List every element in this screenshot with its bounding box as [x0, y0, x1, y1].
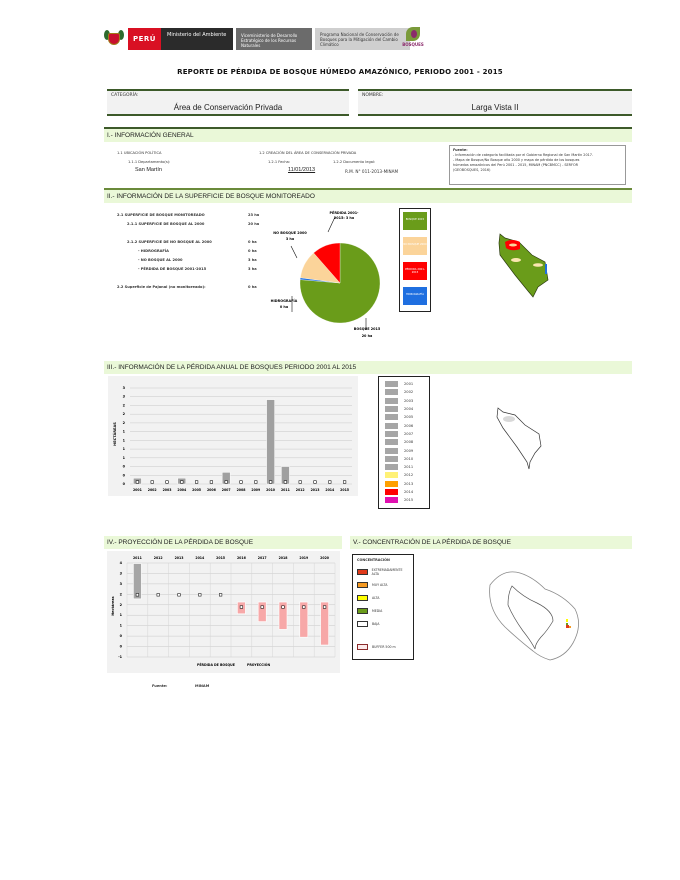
- annual-legend-swatch: [385, 448, 398, 454]
- section-3-header: [104, 361, 632, 374]
- bosque-2000-label: 2.1.1 SUPERFICIE DE BOSQUE AL 2000: [127, 222, 205, 226]
- annual-marker-2007: [225, 481, 228, 484]
- departamento-label: 1.1.1 Departamento(s):: [128, 160, 171, 164]
- projection-marker-2015: [219, 594, 222, 597]
- category-label: CATEGORÍA:: [111, 93, 139, 98]
- annual-x-tick: 2004: [177, 488, 187, 492]
- hidrografia-label: - HIDROGRAFÍA: [138, 249, 169, 253]
- projection-y-tick: 1: [119, 613, 122, 618]
- map-annual-loss-area: [503, 416, 515, 422]
- pajonal-value: 0 ha: [248, 285, 257, 289]
- annual-marker-2008: [240, 481, 243, 484]
- forest-cover-map: [490, 225, 570, 305]
- projection-y-tick: 2: [119, 592, 122, 597]
- legend-item: [357, 578, 409, 591]
- annual-marker-2002: [151, 481, 154, 484]
- map-water-area: [545, 264, 547, 274]
- annual-legend-year: 2001: [404, 382, 414, 387]
- pie-label-perdida: PÉRDIDA 2001-: [329, 211, 359, 215]
- annual-legend-swatch: [385, 423, 398, 429]
- fuente-title: Fuente:: [453, 148, 468, 152]
- annual-legend-year: 2007: [404, 431, 414, 436]
- annual-legend-year: 2012: [404, 473, 414, 478]
- annual-legend-item: [385, 488, 423, 496]
- report-title: REPORTE DE PÉRDIDA DE BOSQUE HÚMEDO AMAZÓNICO, PERIODO 2001 - 2015: [177, 68, 503, 76]
- legend-label: MUY ALTA: [372, 582, 388, 587]
- annual-legend-item: [385, 380, 423, 388]
- projection-footnote-value: MINAM: [195, 684, 210, 688]
- pie-label-bosque: BOSQUE 2015: [353, 327, 381, 331]
- section-2-title: II.- INFORMACIÓN DE LA SUPERFICIE DE BOSQUE MONITOREADO: [104, 190, 632, 203]
- annual-legend-year: 2013: [404, 481, 414, 486]
- legend-label: ALTA: [372, 595, 380, 600]
- annual-legend-swatch: [385, 414, 398, 420]
- annual-marker-2012: [299, 481, 302, 484]
- no-bosque-2000-label: 2.1.2 SUPERFICIE DE NO BOSQUE AL 2000: [127, 240, 212, 244]
- annual-y-tick: 0: [122, 473, 125, 478]
- annual-loss-bar-chart: [108, 376, 358, 496]
- section-1-title: I.- INFORMACIÓN GENERAL: [104, 129, 632, 142]
- projection-x-tick: 2018: [278, 556, 288, 560]
- projection-marker-2019: [303, 606, 306, 609]
- fuente-line: (GEOBOSQUES, 2016): [453, 168, 491, 172]
- annual-x-tick: 2012: [295, 488, 305, 492]
- annual-y-tick: 2: [122, 403, 125, 408]
- projection-bar-chart: [107, 551, 340, 673]
- annual-legend-item: [385, 405, 423, 413]
- section-5-title: V.- CONCENTRACIÓN DE LA PÉRDIDA DE BOSQUE: [350, 536, 632, 549]
- annual-legend-swatch: [385, 439, 398, 445]
- annual-legend-swatch: [385, 398, 398, 404]
- projection-marker-2013: [178, 594, 181, 597]
- fuente-line: húmedos amazónicos del Perú 2001 - 2015, MINAM (PNCBMCC) - SERFOR: [453, 163, 578, 167]
- annual-marker-2003: [166, 481, 169, 484]
- annual-x-tick: 2006: [206, 488, 216, 492]
- annual-bar-2010: [267, 400, 275, 484]
- annual-legend-item: [385, 388, 423, 396]
- legend-item: [357, 640, 409, 653]
- section-4-title: IV.- PROYECCIÓN DE LA PÉRDIDA DE BOSQUE: [104, 536, 342, 549]
- area-outline: [508, 586, 553, 649]
- concentration-alta: [566, 619, 568, 622]
- annual-x-tick: 2009: [251, 488, 261, 492]
- annual-legend-item: [385, 463, 423, 471]
- perdida-value: 3 ha: [248, 267, 257, 271]
- annual-legend-year: 2006: [404, 423, 414, 428]
- annual-legend-item: [385, 438, 423, 446]
- legend-item: [357, 591, 409, 604]
- projection-marker-2018: [282, 606, 285, 609]
- annual-legend-item: [385, 430, 423, 438]
- annual-x-tick: 2011: [280, 488, 290, 492]
- annual-legend-item: [385, 446, 423, 454]
- annual-legend-year: 2005: [404, 415, 414, 420]
- forest-surface-pie-chart: [260, 200, 400, 345]
- no-bosque-value: 3 ha: [248, 258, 257, 262]
- concentration-extrema: [566, 625, 569, 628]
- annual-x-tick: 2007: [221, 488, 231, 492]
- concentration-map: [475, 565, 595, 665]
- annual-legend-item: [385, 471, 423, 479]
- documento-label: 1.2.2 Documento legal:: [333, 160, 376, 164]
- projection-x-tick: 2012: [153, 556, 163, 560]
- legend-label: BUFFER 500 m: [372, 644, 396, 649]
- section-4-header: [104, 536, 342, 549]
- annual-x-tick: 2008: [236, 488, 246, 492]
- bosque-2000-value: 20 ha: [248, 222, 260, 226]
- pie-label-no-bosque: NO BOSQUE 2000: [273, 231, 307, 235]
- projection-marker-2016: [240, 606, 243, 609]
- legend-hidrografia-swatch: HIDROGRAFÍA: [403, 287, 427, 305]
- annual-legend-item: [385, 455, 423, 463]
- annual-marker-2011: [284, 481, 287, 484]
- section-1-header: [104, 127, 632, 142]
- legend-label: MEDIA: [372, 608, 383, 613]
- annual-legend-swatch: [385, 497, 398, 503]
- annual-legend-swatch: [385, 431, 398, 437]
- annual-marker-2009: [255, 481, 258, 484]
- peru-coat-of-arms-icon: [104, 29, 124, 49]
- projection-bar-proyeccion-2017: [258, 602, 266, 622]
- perdida-label: - PÉRDIDA DE BOSQUE 2001-2015: [138, 267, 207, 271]
- annual-legend-swatch: [385, 389, 398, 395]
- annual-loss-legend: [378, 376, 430, 509]
- annual-x-tick: 2002: [147, 488, 157, 492]
- annual-legend-year: 2014: [404, 490, 414, 494]
- projection-x-tick: 2017: [257, 556, 267, 560]
- annual-legend-swatch: [385, 406, 398, 412]
- annual-marker-2013: [314, 481, 317, 484]
- annual-x-tick: 2015: [340, 488, 350, 492]
- annual-legend-swatch: [385, 481, 398, 487]
- annual-x-tick: 2003: [162, 488, 172, 492]
- annual-y-tick: 0: [122, 464, 125, 469]
- header-logo-bar: [104, 28, 410, 50]
- projection-x-tick: 2020: [320, 556, 330, 560]
- annual-x-tick: 2001: [132, 488, 142, 492]
- projection-y-tick: 0: [119, 634, 122, 639]
- pie-label-hidrografia-value: 0 ha: [279, 305, 289, 309]
- annual-y-tick: 3: [122, 386, 125, 390]
- superficie-monitoreada-label: 2.1 SUPERFICIE DE BOSQUE MONITOREADO: [117, 213, 205, 217]
- projection-x-tick: 2014: [195, 556, 205, 560]
- projection-x-tick: 2013: [174, 556, 184, 560]
- legend-item: [357, 604, 409, 617]
- projection-marker-2012: [157, 594, 160, 597]
- annual-y-tick: 0: [122, 482, 125, 486]
- projection-y-tick: 0: [119, 644, 122, 649]
- annual-marker-2004: [181, 481, 184, 484]
- projection-y-label: Hectáreas: [111, 596, 115, 616]
- annual-y-tick: 1: [122, 447, 125, 452]
- concentration-muy-alta: [569, 626, 571, 628]
- projection-marker-2014: [199, 594, 202, 597]
- departamento-value: San Martín: [135, 167, 162, 173]
- category-value: Área de Conservación Privada: [173, 103, 283, 112]
- map-no-forest-area: [533, 263, 543, 267]
- annual-legend-item: [385, 421, 423, 429]
- pie-leader-no-bosque: [291, 246, 297, 258]
- annual-x-tick: 2014: [325, 488, 335, 492]
- projection-marker-2011: [136, 594, 139, 597]
- projection-y-tick: 2: [119, 602, 122, 607]
- annual-y-tick: 1: [122, 455, 125, 460]
- annual-legend-year: 2011: [404, 465, 414, 470]
- map-no-forest-area: [509, 244, 517, 247]
- projection-legend-proyeccion: PROYECCIÓN: [247, 663, 271, 667]
- annual-y-tick: 1: [122, 438, 125, 443]
- fuente-line: - Información de categoría facilitada por el Gobierno Regional de San Martín 2017.: [453, 153, 594, 157]
- legend-item: [357, 617, 409, 630]
- fuente-box: [449, 145, 626, 185]
- projection-x-tick: 2016: [236, 556, 246, 560]
- annual-legend-swatch: [385, 456, 398, 462]
- annual-x-tick: 2010: [266, 488, 276, 492]
- concentration-legend-title: CONCENTRACIÓN: [357, 558, 390, 562]
- pie-label-no-bosque-value: 3 ha: [285, 237, 295, 241]
- annual-marker-2005: [195, 481, 198, 484]
- annual-legend-year: 2004: [404, 407, 414, 412]
- projection-y-tick: 4: [119, 561, 122, 565]
- fecha-value: 11/01/2013: [288, 167, 316, 173]
- creacion-label: 1.2 CREACIÓN DEL ÁREA DE CONSERVACIÓN PRIVADA: [259, 151, 357, 155]
- program-label: Programa Nacional de Conservación de Bosques para la Mitigación del Cambio Climático: [315, 28, 410, 50]
- annual-marker-2010: [269, 481, 272, 484]
- annual-legend-swatch: [385, 464, 398, 470]
- legend-item: [357, 565, 409, 578]
- annual-legend-item: [385, 413, 423, 421]
- map-no-forest-area: [511, 258, 521, 262]
- projection-y-tick: 1: [119, 623, 122, 628]
- category-field: [107, 89, 349, 116]
- annual-y-label: HECTÁREAS: [113, 422, 117, 446]
- legend-perdida-swatch: PÉRDIDA 2001-2015: [403, 262, 427, 280]
- annual-y-tick: 3: [122, 394, 125, 399]
- annual-legend-swatch: [385, 489, 398, 495]
- annual-marker-2006: [210, 481, 213, 484]
- annual-legend-year: 2015: [404, 498, 414, 503]
- hidrografia-value: 0 ha: [248, 249, 257, 253]
- annual-y-tick: 2: [122, 420, 125, 425]
- legend-label: EXTREMADAMENTE ALTA: [371, 567, 403, 576]
- annual-marker-2015: [343, 481, 346, 484]
- bosques-leaf-icon: [406, 27, 420, 41]
- ubicacion-label: 1.1 UBICACIÓN POLÍTICA: [117, 151, 162, 155]
- legend-bosque-swatch: BOSQUE 2015: [403, 212, 427, 230]
- projection-footnote-label: Fuente:: [152, 684, 168, 688]
- peru-label: PERÚ: [128, 28, 161, 50]
- annual-legend-year: 2010: [404, 456, 414, 461]
- documento-value: R.M. N° 011-2013-MINAM: [345, 169, 399, 174]
- annual-marker-2001: [136, 481, 139, 484]
- name-label: NOMBRE:: [362, 93, 384, 98]
- fecha-label: 1.2.1 Fecha:: [268, 160, 291, 164]
- map-outline: [497, 408, 541, 469]
- annual-legend-year: 2008: [404, 440, 414, 445]
- projection-marker-2020: [323, 606, 326, 609]
- projection-y-tick: 3: [119, 571, 122, 576]
- annual-y-tick: 1: [122, 429, 125, 434]
- projection-marker-2017: [261, 606, 264, 609]
- annual-loss-map: [495, 400, 565, 490]
- projection-legend-perdida: PÉRDIDA DE BOSQUE: [197, 663, 235, 667]
- annual-legend-item: [385, 496, 423, 504]
- projection-x-tick: 2015: [216, 556, 226, 560]
- annual-legend-year: 2002: [404, 390, 414, 395]
- ministry-label: Ministerio del Ambiente: [161, 28, 233, 50]
- pie-label-hidrografia: HIDROGRAFÍA: [270, 299, 298, 303]
- annual-legend-item: [385, 397, 423, 405]
- annual-marker-2014: [329, 481, 332, 484]
- annual-legend-year: 2009: [404, 448, 414, 453]
- section-3-title: III.- INFORMACIÓN DE LA PÉRDIDA ANUAL DE BOSQUES PERIODO 2001 AL 2015: [104, 361, 632, 374]
- no-bosque-2000-value: 0 ha: [248, 240, 257, 244]
- pie-legend: [399, 208, 431, 312]
- pie-label-bosque-value: 20 ha: [361, 334, 373, 338]
- legend-no-bosque-swatch: NO BOSQUE 2000: [403, 237, 427, 255]
- projection-y-tick: 3: [119, 581, 122, 586]
- bosques-logo: [398, 27, 428, 53]
- vice-ministry-label: Viceministerio de Desarrollo Estratégico de los Recursos Naturales: [236, 28, 312, 50]
- concentration-media: [566, 623, 568, 625]
- legend-label: BAJA: [372, 621, 380, 626]
- annual-legend-swatch: [385, 472, 398, 478]
- annual-legend-item: [385, 480, 423, 488]
- annual-legend-swatch: [385, 381, 398, 387]
- annual-x-tick: 2013: [310, 488, 320, 492]
- annual-x-tick: 2005: [192, 488, 202, 492]
- name-field: [358, 89, 632, 116]
- projection-x-tick: 2011: [132, 556, 142, 560]
- pie-label-perdida-value: 2015: 3 ha: [333, 216, 355, 220]
- projection-x-tick: 2019: [299, 556, 309, 560]
- pajonal-label: 2.2 Superficie de Pajonal (no monitoreado):: [117, 285, 206, 289]
- section-5-header: [350, 536, 632, 549]
- concentration-legend: [352, 554, 414, 660]
- annual-legend-year: 2003: [404, 398, 414, 403]
- no-bosque-label: - NO BOSQUE AL 2000: [138, 258, 183, 262]
- projection-y-tick: -1: [118, 655, 122, 659]
- annual-y-tick: 2: [122, 412, 125, 417]
- superficie-monitoreada-value: 23 ha: [248, 213, 260, 217]
- bosques-label: BOSQUES: [402, 42, 424, 47]
- name-value: Larga Vista II: [471, 103, 519, 112]
- fuente-line: - Mapa de Bosque/No Bosque año 2000 y mapa de pérdida de los bosques: [453, 158, 580, 162]
